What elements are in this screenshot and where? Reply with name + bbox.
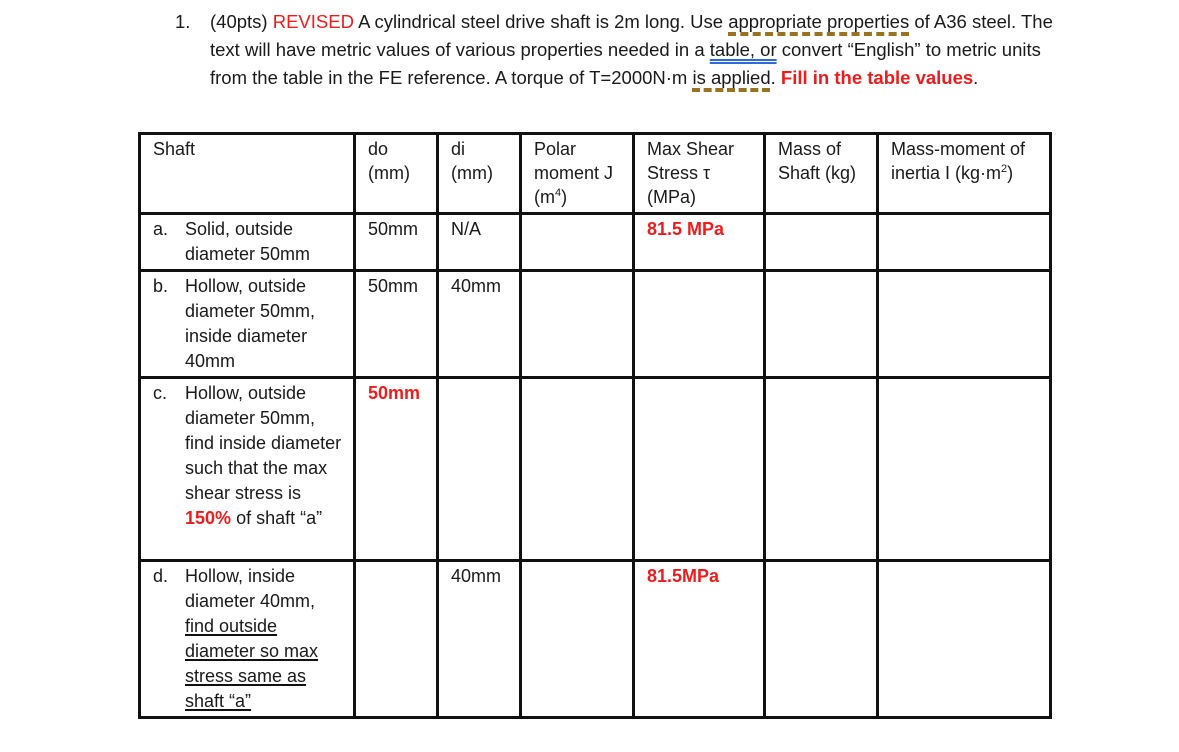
header-polar-text: Polar moment J (m [534,139,614,207]
row-b-shear[interactable] [634,271,765,378]
header-polar-close: ) [561,187,568,207]
row-d-di[interactable]: 40mm [438,561,521,718]
header-inertia [878,134,1051,214]
row-d-inertia[interactable] [878,561,1051,718]
header-polar-moment [521,134,634,214]
row-a-mass[interactable] [765,214,878,271]
row-c-desc-end: of shaft “a” [236,508,323,528]
grammar-mark-2[interactable]: table, or [709,39,777,60]
row-c-di[interactable] [438,378,521,561]
row-description [185,381,343,531]
grammar-mark-1[interactable]: appropriate properties [728,11,910,32]
row-a-shaft [140,214,355,271]
row-label: d. [153,566,169,586]
row-a-inertia[interactable] [878,214,1051,271]
problem-text [210,8,1055,92]
row-description: Solid, outside diameter 50mm [185,219,311,264]
row-c-do[interactable]: 50mm [355,378,438,561]
row-label: b. [153,276,169,296]
row-b-di[interactable]: 40mm [438,271,521,378]
header-inertia-close: ) [1007,163,1014,183]
header-mass: Mass of Shaft (kg) [765,134,878,214]
row-label: c. [153,383,168,403]
row-b-shaft [140,271,355,378]
table-row [140,378,1051,561]
problem-sentence-1-end: of A36 steel. The text will have metric values of various properties needed in a [210,11,1053,60]
problem-statement [175,8,1055,92]
row-c-inertia[interactable] [878,378,1051,561]
row-a-di[interactable]: N/A [438,214,521,271]
grammar-mark-3[interactable]: is applied [692,67,771,88]
row-c-polar[interactable] [521,378,634,561]
row-c-shear[interactable] [634,378,765,561]
problem-sentence-2-end: convert “English” to metric units from the table in the FE reference. A torque of T=2000N·m [210,39,1041,88]
table-row [140,271,1051,378]
row-d-shear[interactable]: 81.5MPa [634,561,765,718]
row-description: Hollow, outside diameter 50mm, inside diameter 40mm [185,276,316,371]
row-d-desc-main: Hollow, inside diameter 40mm, [185,566,316,611]
row-b-mass[interactable] [765,271,878,378]
row-b-do[interactable]: 50mm [355,271,438,378]
row-c-percent: 150% [185,508,232,528]
row-a-polar[interactable] [521,214,634,271]
row-d-shaft [140,561,355,718]
row-a-shear[interactable]: 81.5 MPa [634,214,765,271]
header-do: do (mm) [355,134,438,214]
row-d-do[interactable] [355,561,438,718]
instruction-end: . [973,67,979,88]
row-c-shaft [140,378,355,561]
header-shaft: Shaft [140,134,355,214]
shaft-table [138,132,1052,719]
row-d-mass[interactable] [765,561,878,718]
header-inertia-sup: 2 [1001,163,1008,175]
header-max-shear: Max Shear Stress τ (MPa) [634,134,765,214]
table-row [140,561,1051,718]
row-b-polar[interactable] [521,271,634,378]
revised-tag: REVISED [272,11,354,32]
instruction-text: Fill in the table values [780,67,974,88]
table-header-row [140,134,1051,214]
problem-sentence-3-end: . [770,67,776,88]
row-label: a. [153,219,169,239]
header-inertia-text: Mass-moment of inertia I (kg·m [891,139,1026,183]
problem-sentence-1: A cylindrical steel drive shaft is 2m long. Use [358,11,724,32]
row-d-polar[interactable] [521,561,634,718]
row-description [185,564,343,714]
problem-points: (40pts) [210,11,268,32]
row-d-desc-underlined: find outside diameter so max stress same as shaft “a” [185,616,319,711]
row-b-inertia[interactable] [878,271,1051,378]
table-row [140,214,1051,271]
header-di: di (mm) [438,134,521,214]
row-c-desc-main: Hollow, outside diameter 50mm, find inside diameter such that the max shear stress is [185,383,342,503]
header-polar-sup: 4 [555,187,562,199]
problem-number: 1. [175,11,191,32]
row-a-do[interactable]: 50mm [355,214,438,271]
row-c-mass[interactable] [765,378,878,561]
